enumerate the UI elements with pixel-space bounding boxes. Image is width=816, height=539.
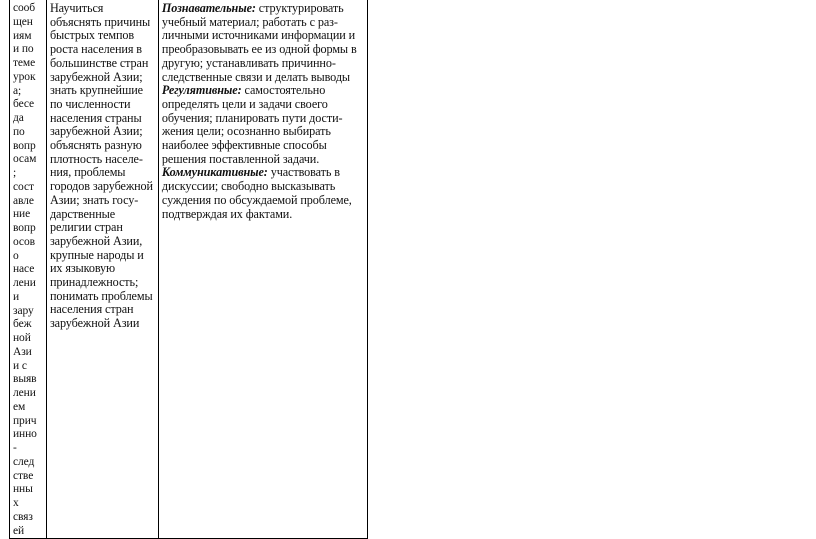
subject-results-line: принадлежность; bbox=[50, 276, 158, 290]
forms-of-work-line: связ bbox=[13, 511, 46, 525]
universal-learning-actions-cell bbox=[158, 0, 367, 539]
universal-learning-actions-text bbox=[159, 2, 367, 221]
cognitive-line-last bbox=[162, 71, 367, 85]
subject-results-line: Научиться bbox=[50, 2, 158, 16]
regulatory-line: жения цели; осознанно выбирать bbox=[162, 125, 367, 139]
regulatory-label: Регулятивные: bbox=[162, 83, 242, 97]
forms-of-work-line: а; bbox=[13, 85, 46, 99]
subject-results-line: быстрых темпов bbox=[50, 29, 158, 43]
forms-of-work-line: щен bbox=[13, 16, 46, 30]
empty-area bbox=[367, 0, 816, 539]
subject-results-line: зарубежной Азии; bbox=[50, 125, 158, 139]
forms-of-work-line: насе bbox=[13, 263, 46, 277]
subject-results-line: плотность населе- bbox=[50, 153, 158, 167]
cognitive-label: Познавательные: bbox=[162, 1, 256, 15]
forms-of-work-line: бесе bbox=[13, 98, 46, 112]
forms-of-work-line: вопр bbox=[13, 222, 46, 236]
forms-of-work-line: авле bbox=[13, 195, 46, 209]
forms-of-work-line: ем bbox=[13, 401, 46, 415]
forms-of-work-line: ной bbox=[13, 332, 46, 346]
forms-of-work-line: и с bbox=[13, 360, 46, 374]
communicative-line: суждения по обсуждаемой проблеме, bbox=[162, 194, 367, 208]
forms-of-work-line: вопр bbox=[13, 140, 46, 154]
forms-of-work-line: зару bbox=[13, 305, 46, 319]
cognitive-line: преобразовывать ее из одной формы в bbox=[162, 43, 367, 57]
forms-of-work-line: теме bbox=[13, 57, 46, 71]
cognitive-line: личными источниками информации и bbox=[162, 29, 367, 43]
communicative-label: Коммуникативные: bbox=[162, 165, 268, 179]
forms-of-work-line: ние bbox=[13, 208, 46, 222]
table-row bbox=[10, 0, 816, 539]
forms-of-work-line: - bbox=[13, 442, 46, 456]
regulatory-line: обучения; планировать пути дости- bbox=[162, 112, 367, 126]
forms-of-work-text bbox=[10, 2, 46, 538]
forms-of-work-line: стве bbox=[13, 470, 46, 484]
forms-of-work-line: ей bbox=[13, 525, 46, 539]
subject-results-cell bbox=[46, 0, 158, 539]
forms-of-work-line: беж bbox=[13, 318, 46, 332]
subject-results-line: зарубежной Азии; bbox=[50, 71, 158, 85]
forms-of-work-line: инно bbox=[13, 428, 46, 442]
forms-of-work-line: осов bbox=[13, 236, 46, 250]
forms-of-work-line: урок bbox=[13, 71, 46, 85]
forms-of-work-line: ; bbox=[13, 167, 46, 181]
subject-results-line: религии стран bbox=[50, 221, 158, 235]
forms-of-work-line: х bbox=[13, 497, 46, 511]
lesson-plan-table bbox=[9, 0, 816, 539]
regulatory-line-1 bbox=[162, 84, 367, 98]
subject-results-line: понимать проблемы bbox=[50, 290, 158, 304]
subject-results-line: зарубежной Азии, bbox=[50, 235, 158, 249]
subject-results-line: по численности bbox=[50, 98, 158, 112]
communicative-text: участвовать в bbox=[268, 165, 340, 179]
communicative-line-1 bbox=[162, 166, 367, 180]
forms-of-work-line: выяв bbox=[13, 373, 46, 387]
forms-of-work-line: и bbox=[13, 291, 46, 305]
subject-results-line: населения стран bbox=[50, 303, 158, 317]
forms-of-work-line: да bbox=[13, 112, 46, 126]
regulatory-line: решения поставленной задачи. bbox=[162, 153, 367, 167]
subject-results-text bbox=[47, 2, 158, 331]
subject-results-line: знать крупнейшие bbox=[50, 84, 158, 98]
regulatory-line: наиболее эффективные способы bbox=[162, 139, 367, 153]
subject-results-line: Азии; знать госу- bbox=[50, 194, 158, 208]
regulatory-text: самостоятельно bbox=[242, 83, 326, 97]
forms-of-work-line: и по bbox=[13, 43, 46, 57]
forms-of-work-line: лени bbox=[13, 387, 46, 401]
subject-results-line: зарубежной Азии bbox=[50, 317, 158, 331]
subject-results-line: объяснять разную bbox=[50, 139, 158, 153]
regulatory-line: определять цели и задачи своего bbox=[162, 98, 367, 112]
forms-of-work-line: по bbox=[13, 126, 46, 140]
subject-results-line: их языковую bbox=[50, 262, 158, 276]
forms-of-work-line: нны bbox=[13, 483, 46, 497]
forms-of-work-line: сооб bbox=[13, 2, 46, 16]
forms-of-work-line: прич bbox=[13, 415, 46, 429]
subject-results-line: дарственные bbox=[50, 208, 158, 222]
subject-results-line: населения страны bbox=[50, 112, 158, 126]
subject-results-line: ния, проблемы bbox=[50, 166, 158, 180]
cognitive-text: структурировать bbox=[256, 1, 344, 15]
subject-results-line: большинстве стран bbox=[50, 57, 158, 71]
forms-of-work-line: Ази bbox=[13, 346, 46, 360]
subject-results-line: объяснять причины bbox=[50, 16, 158, 30]
subject-results-line: городов зарубежной bbox=[50, 180, 158, 194]
cognitive-text: следственные связи и делать выводы bbox=[162, 70, 350, 84]
forms-of-work-line: о bbox=[13, 250, 46, 264]
forms-of-work-cell bbox=[10, 0, 47, 539]
cognitive-line: другую; устанавливать причинно- bbox=[162, 57, 367, 71]
subject-results-line: крупные народы и bbox=[50, 249, 158, 263]
forms-of-work-line: лени bbox=[13, 277, 46, 291]
forms-of-work-line: след bbox=[13, 456, 46, 470]
forms-of-work-line: иям bbox=[13, 30, 46, 44]
forms-of-work-line: осам bbox=[13, 153, 46, 167]
subject-results-line: роста населения в bbox=[50, 43, 158, 57]
forms-of-work-line: сост bbox=[13, 181, 46, 195]
communicative-line: дискуссии; свободно высказывать bbox=[162, 180, 367, 194]
cognitive-line: учебный материал; работать с раз- bbox=[162, 16, 367, 30]
cognitive-line-1 bbox=[162, 2, 367, 16]
communicative-line: подтверждая их фактами. bbox=[162, 208, 367, 222]
